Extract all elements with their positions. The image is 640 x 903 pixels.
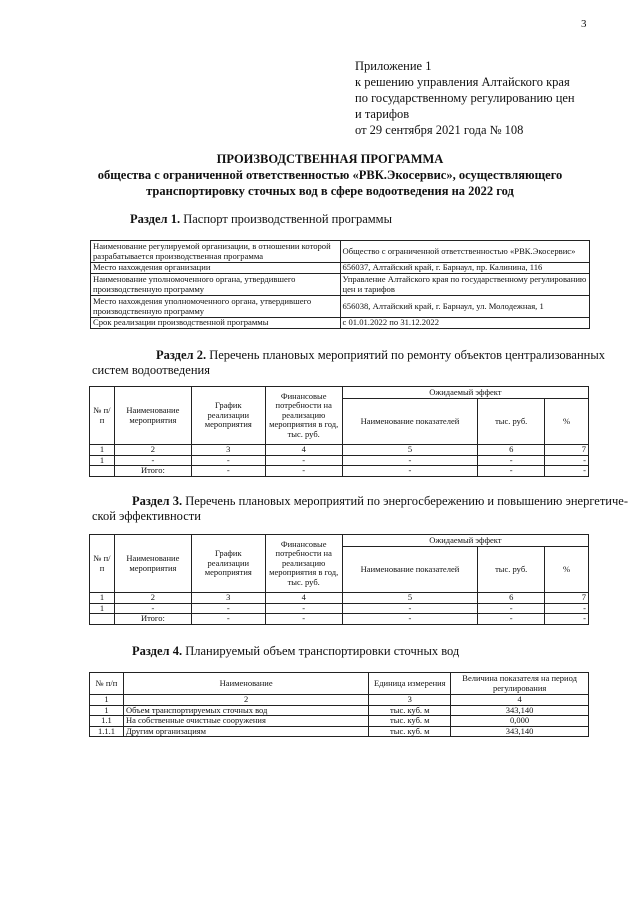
volume-table	[89, 672, 589, 737]
table-cell: -	[342, 466, 478, 477]
appendix-line: Приложение 1	[355, 59, 432, 73]
table-cell: 343,140	[451, 705, 589, 716]
table-cell: Общество с ограниченной ответственностью «РВК.Экосервис»	[340, 241, 590, 263]
header-thous: тыс. руб.	[478, 547, 545, 593]
table-cell: 3	[191, 593, 265, 604]
header-name: Наименование мероприятия	[114, 387, 191, 445]
table-row	[90, 445, 589, 456]
title-line: транспортировку сточных вод в сфере водоотведения на 2022 год	[146, 184, 514, 198]
table-cell: Срок реализации производственной программы	[91, 318, 341, 329]
section3-title-cont: ской эффективности	[92, 509, 201, 523]
repair-table	[89, 386, 589, 477]
table-row	[90, 726, 589, 737]
table-cell: На собственные очистные сооружения	[123, 716, 368, 727]
header-num: № п/п	[90, 673, 124, 695]
table-row	[91, 318, 590, 329]
table-cell: 1.1	[90, 716, 124, 727]
table-cell: 7	[545, 593, 589, 604]
table-row	[90, 593, 589, 604]
table-cell: 656037, Алтайский край, г. Барнаул, пр. Калинина, 116	[340, 263, 590, 274]
header-name: Наименование	[123, 673, 368, 695]
table-cell: -	[342, 455, 478, 466]
table-cell: 1	[90, 705, 124, 716]
table-cell: 5	[342, 593, 478, 604]
table-cell: -	[114, 455, 191, 466]
table-row	[90, 705, 589, 716]
header-effect: Ожидаемый эффект	[342, 535, 588, 547]
table-cell: 3	[191, 445, 265, 456]
title-line: общества с ограниченной ответственностью «РВК.Экосервис», осуществляющего	[97, 168, 563, 182]
appendix-line: к решению управления Алтайского края	[355, 75, 570, 89]
table-cell: тыс. куб. м	[369, 705, 451, 716]
table-cell: -	[478, 455, 545, 466]
energy-table	[89, 534, 589, 625]
table-cell: 343,140	[451, 726, 589, 737]
table-cell: -	[191, 466, 265, 477]
table-header-row	[90, 535, 589, 547]
section3-heading	[92, 494, 628, 524]
document-title	[80, 151, 580, 199]
table-row	[90, 716, 589, 727]
header-indicator: Наименование показателей	[342, 547, 478, 593]
table-header-row	[90, 387, 589, 399]
header-pct: %	[545, 547, 589, 593]
header-schedule: График реализации мероприятия	[191, 535, 265, 593]
table-cell: Место нахождения организации	[91, 263, 341, 274]
table-cell: -	[342, 614, 478, 625]
table-cell: 1	[90, 593, 115, 604]
section2-label: Раздел 2.	[156, 348, 207, 362]
table-row	[91, 274, 590, 296]
table-total-row	[90, 466, 589, 477]
table-row	[90, 455, 589, 466]
table-cell: -	[265, 603, 342, 614]
section2-heading	[92, 348, 612, 378]
table-cell: 4	[265, 593, 342, 604]
passport-table	[90, 240, 590, 329]
total-label: Итого:	[114, 614, 191, 625]
section2-title-cont: систем водоотведения	[92, 363, 210, 377]
table-cell: Наименование уполномоченного органа, утвердившего производственную программу	[91, 274, 341, 296]
table-row	[90, 603, 589, 614]
section1-title: Паспорт производственной программы	[180, 212, 392, 226]
table-cell: -	[265, 466, 342, 477]
appendix-block	[355, 58, 615, 138]
appendix-line: от 29 сентября 2021 года № 108	[355, 123, 524, 137]
table-row	[90, 695, 589, 706]
table-cell: -	[265, 455, 342, 466]
table-cell: 2	[123, 695, 368, 706]
table-cell: 3	[369, 695, 451, 706]
table-cell: -	[478, 603, 545, 614]
appendix-line: и тарифов	[355, 107, 410, 121]
table-cell: Наименование регулируемой организации, в отношении которой разрабатывается производственная программа	[91, 241, 341, 263]
section4-heading	[132, 644, 459, 659]
table-header-row	[90, 673, 589, 695]
table-cell: 7	[545, 445, 589, 456]
section1-label: Раздел 1.	[130, 212, 181, 226]
header-name: Наименование мероприятия	[114, 535, 191, 593]
table-cell: -	[478, 466, 545, 477]
table-cell: 4	[451, 695, 589, 706]
header-finance: Финансовые потребности на реализацию мероприятия в год, тыс. руб.	[265, 535, 342, 593]
header-effect: Ожидаемый эффект	[342, 387, 588, 399]
header-unit: Единица измерения	[369, 673, 451, 695]
table-cell	[90, 614, 115, 625]
table-total-row	[90, 614, 589, 625]
total-label: Итого:	[114, 466, 191, 477]
table-cell: 1	[90, 695, 124, 706]
table-cell: -	[545, 466, 589, 477]
section3-title: Перечень плановых мероприятий по энергосбережению и повышению энергетиче-	[182, 494, 628, 508]
table-cell: Место нахождения уполномоченного органа, утвердившего производственную программу	[91, 296, 341, 318]
table-cell: 6	[478, 593, 545, 604]
table-cell: -	[191, 614, 265, 625]
table-cell: 6	[478, 445, 545, 456]
table-row	[91, 241, 590, 263]
table-cell: -	[545, 455, 589, 466]
table-cell: 1	[90, 603, 115, 614]
table-cell: 0,000	[451, 716, 589, 727]
header-indicator: Наименование показателей	[342, 399, 478, 445]
table-cell: 5	[342, 445, 478, 456]
section1-heading	[130, 212, 392, 227]
table-cell: 4	[265, 445, 342, 456]
table-cell: Другим организациям	[123, 726, 368, 737]
header-schedule: График реализации мероприятия	[191, 387, 265, 445]
header-thous: тыс. руб.	[478, 399, 545, 445]
table-cell: 656038, Алтайский край, г. Барнаул, ул. Молодежная, 1	[340, 296, 590, 318]
page-number: 3	[581, 18, 587, 30]
table-cell: 1	[90, 455, 115, 466]
table-cell: -	[114, 603, 191, 614]
header-finance: Финансовые потребности на реализацию мероприятия в год, тыс. руб.	[265, 387, 342, 445]
header-num: № п/п	[90, 387, 115, 445]
table-cell: -	[342, 603, 478, 614]
section3-label: Раздел 3.	[132, 494, 183, 508]
table-cell: с 01.01.2022 по 31.12.2022	[340, 318, 590, 329]
header-value: Величина показателя на период регулирования	[451, 673, 589, 695]
table-cell: тыс. куб. м	[369, 726, 451, 737]
table-cell: -	[191, 455, 265, 466]
table-cell: Объем транспортируемых сточных вод	[123, 705, 368, 716]
table-cell	[90, 466, 115, 477]
table-cell: 2	[114, 445, 191, 456]
table-cell: -	[478, 614, 545, 625]
table-cell: 1	[90, 445, 115, 456]
table-row	[91, 263, 590, 274]
table-cell: -	[265, 614, 342, 625]
table-cell: тыс. куб. м	[369, 716, 451, 727]
appendix-line: по государственному регулированию цен	[355, 91, 575, 105]
title-line: ПРОИЗВОДСТВЕННАЯ ПРОГРАММА	[216, 152, 444, 166]
table-cell: 2	[114, 593, 191, 604]
section2-title: Перечень плановых мероприятий по ремонту объектов централизованных	[206, 348, 605, 362]
table-cell: Управление Алтайского края по государственному регулированию цен и тарифов	[340, 274, 590, 296]
table-cell: -	[545, 614, 589, 625]
section4-label: Раздел 4.	[132, 644, 183, 658]
header-num: № п/п	[90, 535, 115, 593]
section4-title: Планируемый объем транспортировки сточных вод	[182, 644, 460, 658]
header-pct: %	[545, 399, 589, 445]
table-cell: -	[545, 603, 589, 614]
table-cell: -	[191, 603, 265, 614]
table-row	[91, 296, 590, 318]
table-cell: 1.1.1	[90, 726, 124, 737]
